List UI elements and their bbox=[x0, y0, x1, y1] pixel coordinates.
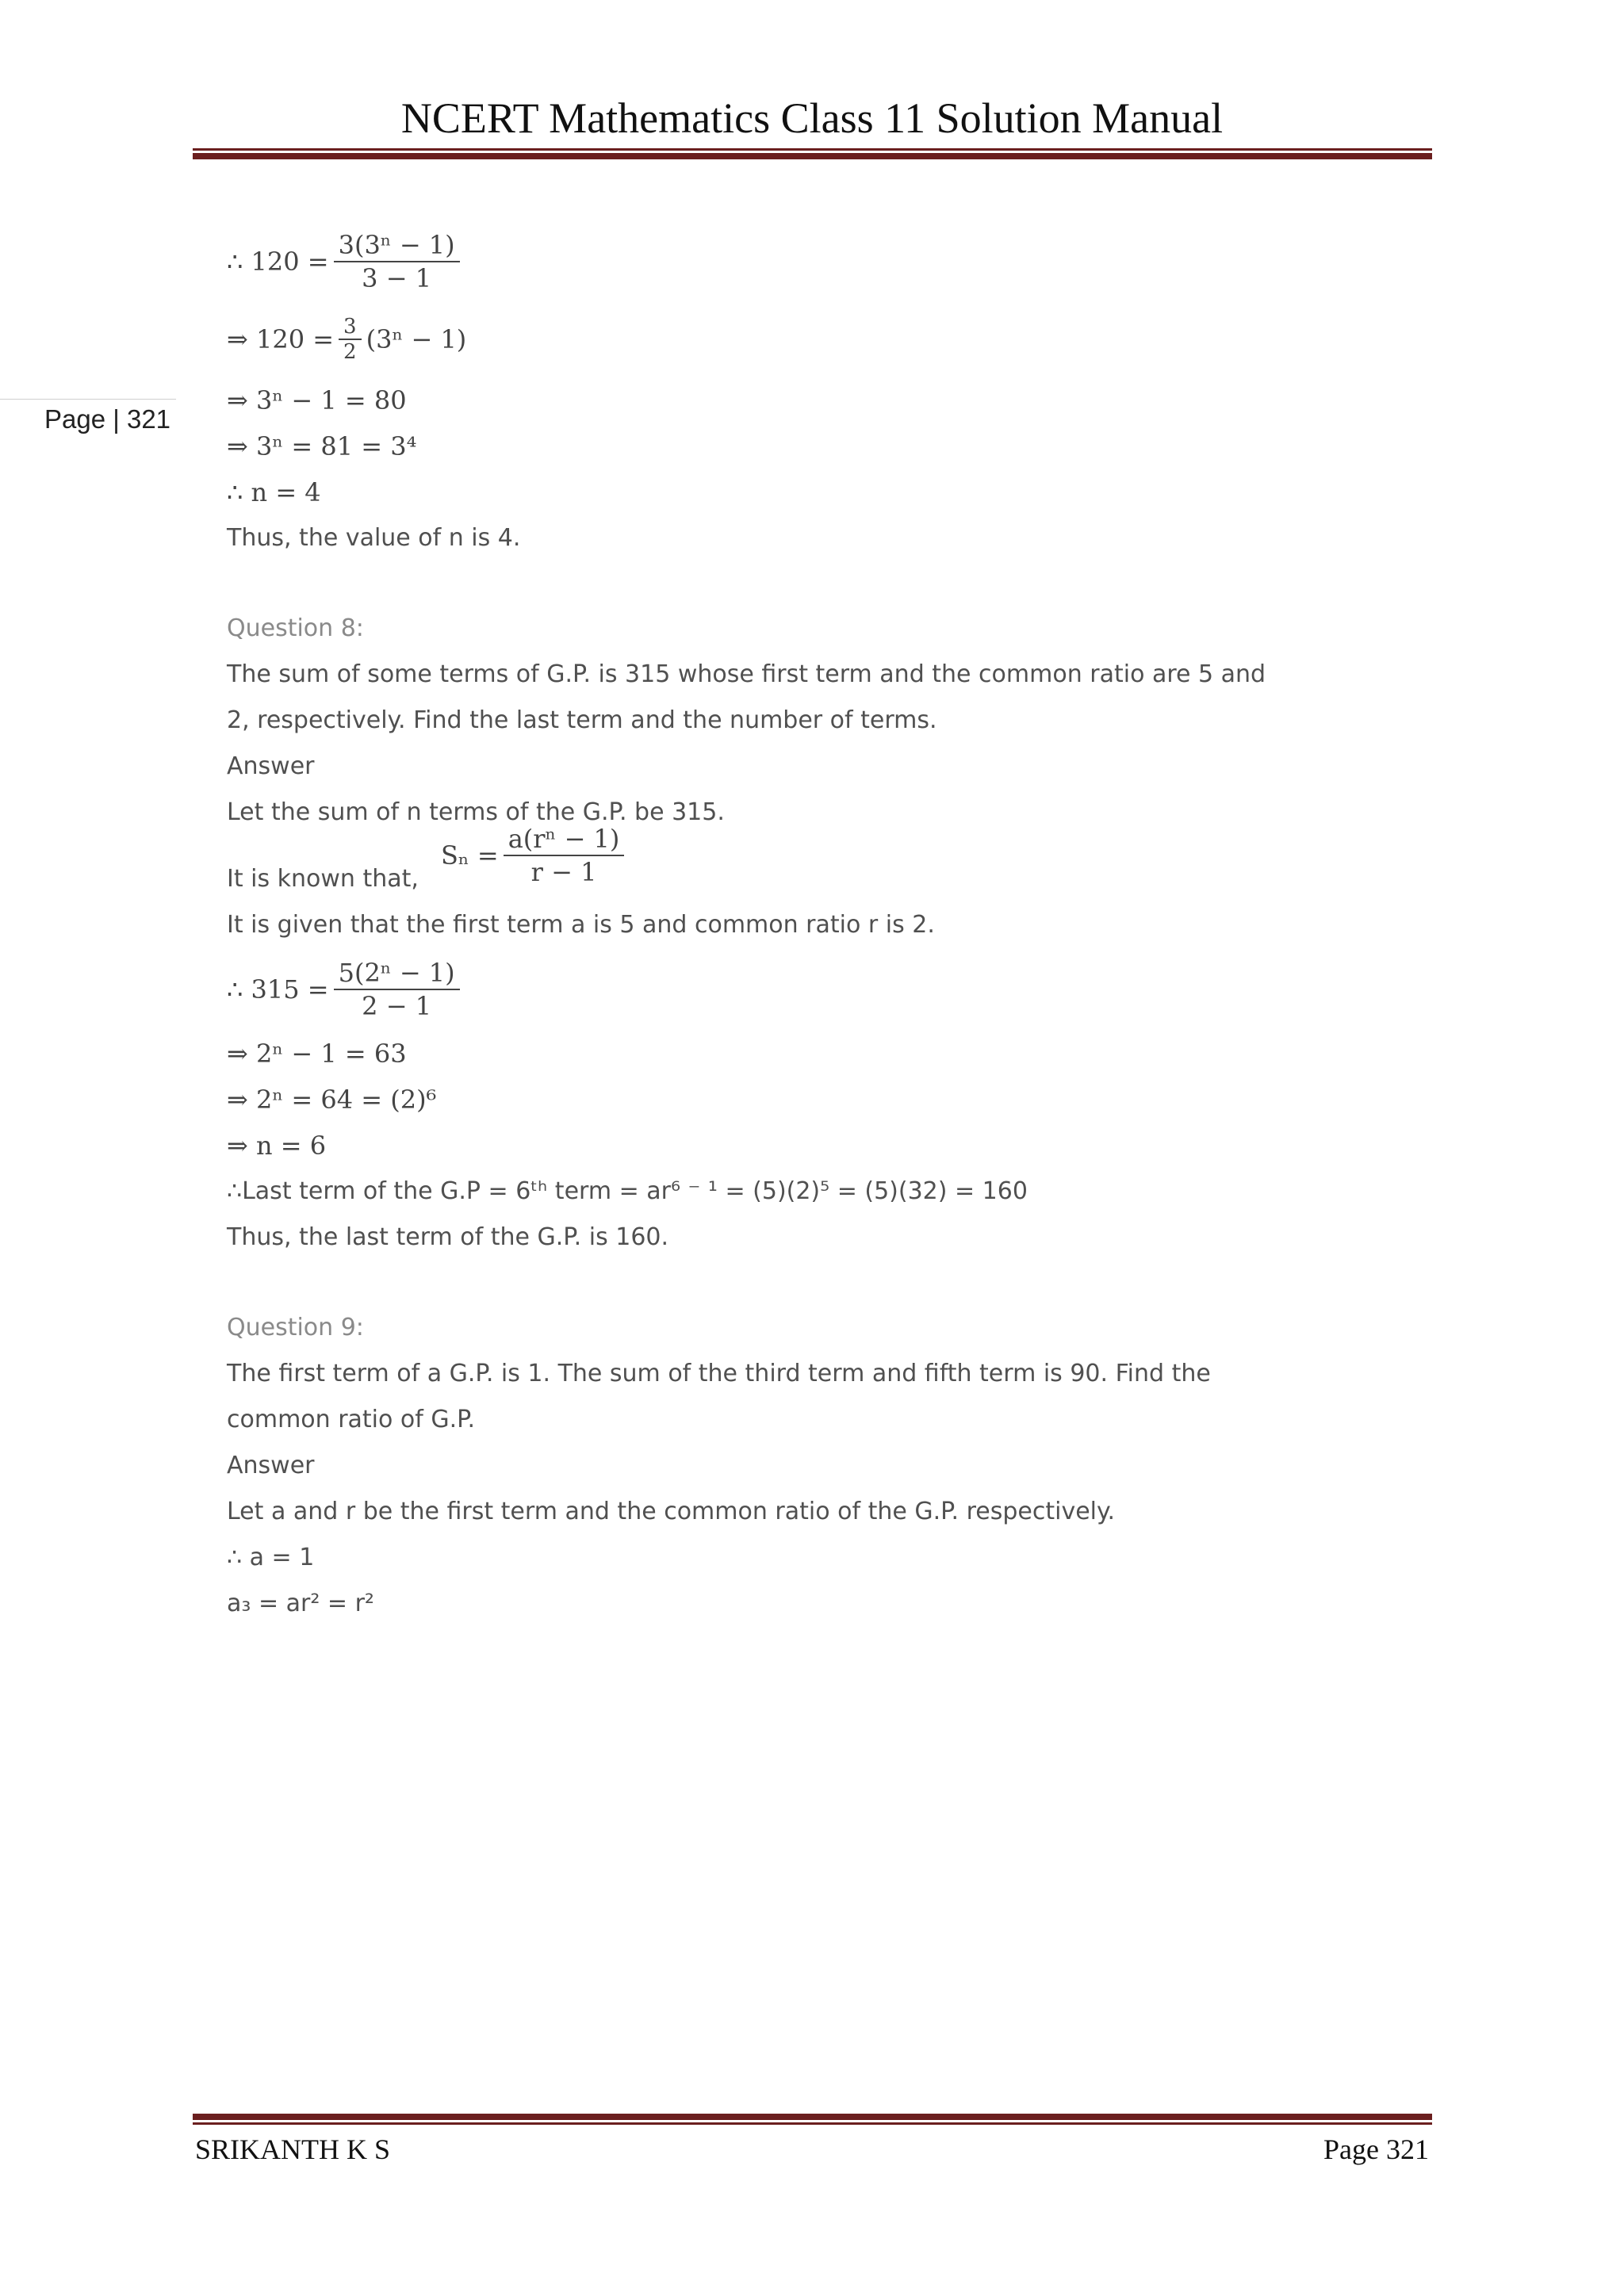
math-line: ⇒ n = 6 bbox=[227, 1131, 327, 1161]
header-rule-thin bbox=[193, 148, 1432, 151]
fraction: $\frac{\text{a(rⁿ − 1)}}{r - 1}$ bbox=[504, 823, 625, 888]
conclusion-text: Thus, the value of n is 4. bbox=[227, 524, 521, 552]
answer-label: Answer bbox=[227, 1452, 315, 1479]
math-line: ⇒ 2ⁿ − 1 = 63 bbox=[227, 1039, 407, 1069]
answer-text: It is given that the first term a is 5 and common ratio r is 2. bbox=[227, 911, 935, 939]
footer-author: SRIKANTH K S bbox=[195, 2133, 391, 2165]
answer-text: ∴Last term of the G.P = 6ᵗʰ term = ar⁶ ⁻ ¹ = (5)(2)⁵ = (5)(32) = 160 bbox=[227, 1177, 1028, 1205]
page-header-title: NCERT Mathematics Class 11 Solution Manual bbox=[400, 94, 1224, 142]
footer-page-number: Page 321 bbox=[1323, 2133, 1429, 2165]
footer-rule-thick bbox=[193, 2114, 1432, 2120]
math-line: ∴ 315 = $\frac{\text{5(2ⁿ − 1)}}{2 - 1}$ bbox=[227, 948, 1377, 1031]
question-text: The first term of a G.P. is 1. The sum of the third term and fifth term is 90. Find the bbox=[227, 1360, 1211, 1387]
known-formula-line: It is known that, Sₙ = $\frac{\text{a(rⁿ − 1)}}{r - 1}$ bbox=[227, 836, 1377, 902]
answer-text: a₃ = ar² = r² bbox=[227, 1590, 374, 1617]
header-rule-thick bbox=[193, 153, 1432, 159]
conclusion-text: Thus, the last term of the G.P. is 160. bbox=[227, 1223, 669, 1251]
question-text: 2, respectively. Find the last term and the number of terms. bbox=[227, 706, 937, 734]
math-line: ⇒ 3ⁿ − 1 = 80 bbox=[227, 385, 407, 415]
question-heading: Question 9: bbox=[227, 1314, 364, 1341]
answer-label: Answer bbox=[227, 752, 315, 780]
fraction: $\frac{3}{2}$ bbox=[339, 315, 362, 364]
footer-rule-thin bbox=[193, 2122, 1432, 2125]
question-heading: Question 8: bbox=[227, 614, 364, 642]
answer-text: ∴ a = 1 bbox=[227, 1544, 315, 1571]
answer-text: Let a and r be the first term and the common ratio of the G.P. respectively. bbox=[227, 1498, 1116, 1525]
math-line: ⇒ 120 = $\frac{3}{2}$ (3ⁿ − 1) bbox=[227, 315, 467, 364]
side-divider bbox=[0, 399, 176, 400]
math-line: ∴ n = 4 bbox=[227, 477, 321, 507]
question-text: common ratio of G.P. bbox=[227, 1406, 476, 1433]
math-line: ⇒ 2ⁿ = 64 = (2)⁶ bbox=[227, 1085, 437, 1115]
math-line: ⇒ 3ⁿ = 81 = 3⁴ bbox=[227, 431, 417, 461]
question-text: The sum of some terms of G.P. is 315 whose first term and the common ratio are 5 and bbox=[227, 660, 1266, 688]
fraction: $\frac{\text{3(3ⁿ − 1)}}{3 - 1}$ bbox=[334, 229, 460, 294]
side-page-number: Page | 321 bbox=[44, 404, 171, 434]
math-line: ∴ 120 = $\frac{\text{3(3ⁿ − 1)}}{3 - 1}$ bbox=[227, 222, 1377, 301]
fraction: $\frac{\text{5(2ⁿ − 1)}}{2 - 1}$ bbox=[334, 957, 460, 1022]
answer-text: Let the sum of n terms of the G.P. be 315. bbox=[227, 798, 725, 826]
page-content bbox=[227, 222, 1377, 1627]
